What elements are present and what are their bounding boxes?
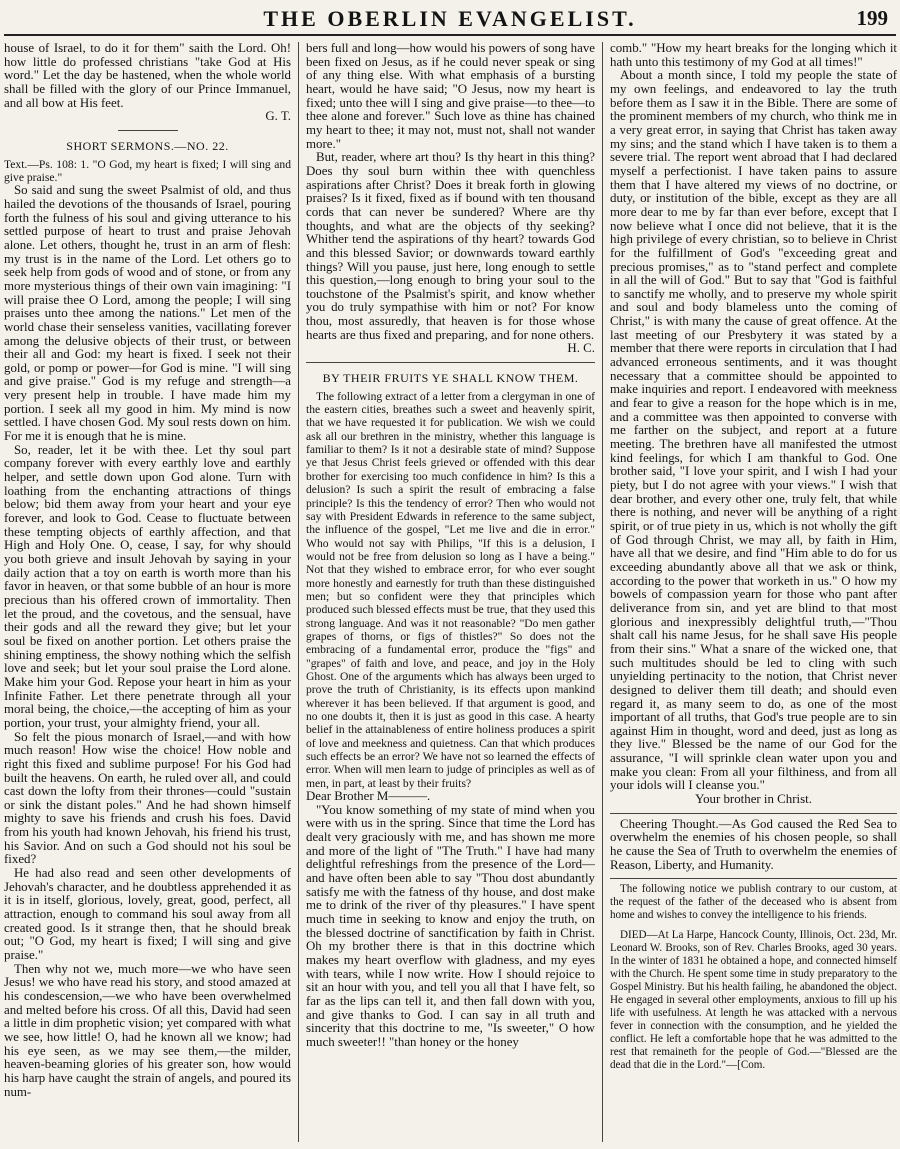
divider [118,130,178,131]
signature: G. T. [265,109,291,124]
paragraph: comb." "How my heart breaks for the longing which it hath unto this testimony of my God at all times!" [610,42,897,69]
editorial-intro: The following extract of a letter from a clergyman in one of the eastern cities, breathes such a sweet and heavenly spirit, that we have requested it for publication. We wish we could ask all our brethren in the ministry, whether this language is familiar to them? Is it not a desirable state of mind? Suppose ye that Jesus Christ feels grieved or offended with this dear brother for exercising too much confidence in him? Is this a delusion? Is such a spirit the result of embracing a false principle? Is this the tendency of error? Then who would not say with President Edwards in reference to the same subject, the influence of the gospel, "Let me live and die in error." Who would not say with Philips, "If this is a delusion, I would not be free from delusion so long as I have a being." Not that they wished to embrace error, for who ever sought more honestly and earnestly for truth than these distinguished men; but so confident were they that principles which produced such blessed effects must be true, that they used this strong language. And was it not reasonable? "Do men gather grapes of thorns, or figs of thistles?" So does not the embracing of a fundamental error, produce the "figs" and "grapes" of faith and love, and peace, and joy in the Holy Ghost. One of the arguments which has always been urged to prove the truth of Christianity, is its effects upon mankind wherever it has been believed. If that argument is good, and no one doubts it, then it is just as good in this case. A hearty belief in the attainableness of entire holiness produces a spirit of love and meekness and quietness. Can that which produces such effects be an error? We have not so learned the effects of error. When will men learn to judge of principles as well as of men, in part, at least by their fruits? [306,389,595,790]
column-2 [306,42,595,1142]
column-3 [610,42,897,1142]
page-header [0,0,900,40]
paragraph: So, reader, let it be with thee. Let thy soul part company forever with every earthly love and earthly helper, and settle down upon God alone. Turn with loathing from the enchanting attractions of things below; bid them away from your heart and your eye forever, and look to God. Cease to fluctuate between these tempting objects of earthly affection, and that High and Holy One. O, cease, I say, for why should you both grieve and insult Jehovah by saying in your daily action that a toy on earth is worth more than his favor in heaven, or that some bubble of an hour is more precious than his offered crown of immortality. Then let the proud, and the covetous, and the sensual, have their gods and all the reward they give; but let your soul be fixed on another portion. Let others praise the shining emptiness, the showy nothing which the selfish love and seek; but let your soul praise the Lord alone. Make him your God. Repose your heart in him as your Infinite Father. Let there penetrate through all your moral being, the choice,—the accepting of him as your portion, your trust, your almighty friend, your all. [4,442,291,730]
letter-paragraph: "You know something of my state of mind when you were with us in the spring. Since that time the Lord has dealt very graciously with me, and has shown me more and more of the light of "The Truth." I have had many delightful refreshings from the presence of the Lord—and have often been able to say "Thou dost abundantly satisfy me with the fatness of thy house, and dost make me to drink of the river of thy pleasures." I have spent much time in seeking to know and enjoy the truth, on the blessed doctrine of sanctification by faith in Christ. Oh my brother there is that in this doctrine which makes my heart overflow with gladness, and my eyes with tears, while I now write. How I should rejoice to sit an hour with you, and tell you all that I have felt, so far as the lips can tell it, and then fall down with you, and give thanks to God. I can say in all truth and sincerity that this doctrine to me, "Is sweeter," O how much sweeter!! "than honey or the honey [306,802,595,1049]
paragraph: About a month since, I told my people the state of my own feelings, and endeavored to lay the truth before them as I saw it in the Bible. There are some of the prominent members of my church, who think me in a very great error, in saying that Christ has taken away my sins; and the stand which I have taken is to them a severe trial. The report went abroad that I had declared myself a perfectionist. I have taken pains to assure them that I have altered my views of no doctrine, or duty, or institution of the bible, except as they are all more dear to me by far than ever before, except that I now believe what I once did not believe, that it is the high privilege of every christian, so to believe in Christ for the fulfillment of God's "exceeding great and precious promises," as to "stand perfect and complete in all the will of God." But to say that "God is faithful to sanctify me wholly, and to preserve my whole spirit and soul and body blameless unto the coming of Christ," is with many the cause of great offence. At the last meeting of our Presbytery it was stated by a member that there were reports in circulation that I had advanced erroneous sentiments, and it was thought necessary that a committee should be appointed to make inquiries and report. I endeavored with meekness and fear to give a reason for the hope which is in me, and a committee was then appointed to converse with me farther on the subject, and report at a future meeting. The brethren have all manifested the utmost kind feelings, for which I am thankful to God. One brother said, "I love your spirit, and I wish I had your piety, but I do not agree with your views." I wish that dear brother, and every other one, truly felt, that while there is nothing, and never will be anything of a right spirit, or of true piety in us, which is not wholly the gift of God through Christ, we may all, by faith in Him, have all that we desire, and find "Him able to do for us exceeding abundantly above all that we ask or think, according to the power that worketh in us." O how my bowels of compassion yearn for those who pant after deliverance from sin, and yet are blind to that most glorious and inexpressibly delightful truth,—"Thou shalt call his name Jesus, for he shall save His people from their sins." What a snare of the wicked one, that such multitudes should be led to cling with such unyielding pertinacity to the notion, that Christ never designed to deliver them till death; and should even regard it, as many seem to do, as one of the most important of all truths, that God's true people are to sin against Him in thought, word and deed, just as long as they live." Blessed be the name of our God for the assurance, "I will sprinkle clean water upon you and make you clean: From all your filthiness, and from all your idols will I cleanse you." [610,68,897,793]
paragraph: Then why not we, much more—we who have seen Jesus! we who have read his story, and stood amazed at his condescension,—we who have been overwhelmed and melted before his cross. Of all this, David had seen a little in dim prophetic vision; yet compared with what we see, how little! O, had he known all we know; had his eye seen, as we may see them,—the milder, heaven-beaming glories of his greater son, how would his harp have caught the strain of angels, and poured its num- [4,961,291,1099]
paragraph: bers full and long—how would his powers of song have been fixed on Jesus, as if he could never speak or sing of any thing else. With what emphasis of a bursting heart, would he have said; "O Jesus, now my heart is fixed; unto thee will I sing and give praise—to thee—to thee alone and forever." Such love as thine has chained my heart to thee; it may not, must not, shall not wander more." [306,42,595,151]
divider [610,878,897,879]
notice: The following notice we publish contrary to our custom, at the request of the father of the deceased who is absent from home and wishes to convey the intelligence to his friends. [610,883,897,922]
divider [306,362,595,363]
signature: H. C. [567,341,595,356]
paragraph: But, reader, where art thou? Is thy heart in this thing? Does thy soul burn within thee with quenchless aspirations after Christ? Does it break forth in glowing praises? Is it fixed, fixed as if bound with ten thousand cords that can never be sundered? Where are thy thoughts, and what are the objects of thy seeking? Whither tend the aspirations of thy heart? towards God and this blessed Savior; or downwards toward earthly things? Will you pause, just here, long enough to settle this question,—long enough to bring your soul to the touchstone of the Psalmist's spirit, and know whether you do truly sympathise with him or not? For know thou, most assuredly, that heaven is for those whose hearts are thus fixed and preparing, and for none others. [306,150,595,342]
salutation: Dear Brother M———. [306,789,431,804]
paragraph: So said and sung the sweet Psalmist of old, and thus hailed the devotions of the thousands of Israel, pouring forth the fulness of his soul and giving utterance to his settled purpose of heart to trust and praise Jehovah alone. Let others, thought he, trust in an arm of flesh: my trust is in the name of the Lord. Let others go to seek help from gods of wood and of stone, or from any more mysterious things of their own vain imagining: "I will praise thee O Lord, among the people; I will sing praises unto thee among the nations." Let men of the world chase their senseless vanities, vacillating forever among the delusive objects of their trust, or between their all and God: my heart is fixed. I seek not their gold, or pomp or power—for God is mine. "I will sing and give praise." God is my refuge and strength—a very present help in trouble. I have made him my portion. I seek all my good in him. My mind is now settled. I have chosen God. My soul rests down on him. For me it is enough that he is mine. [4,183,291,444]
header-rule [4,34,896,36]
masthead: THE OBERLIN EVANGELIST. [263,6,637,31]
column-rule [602,42,603,1142]
paragraph: He had also read and seen other developments of Jehovah's character, and he doubtless apprehended it as it is in itself, glorious, lovely, great, good, perfect, all attraction, enough to command his soul away from all created good. Is it strange then, that he should break out; "O God, my heart is fixed; I will sing and give praise." [4,866,291,963]
column-1 [4,42,291,1142]
article-heading: SHORT SERMONS.—NO. 22. [66,138,229,153]
page-number: 199 [856,6,888,30]
letter-closing: Your brother in Christ. [695,792,812,807]
article-heading: BY THEIR FRUITS YE SHALL KNOW THEM. [322,371,579,386]
obituary: DIED—At La Harpe, Hancock County, Illinois, Oct. 23d, Mr. Leonard W. Brooks, son of Rev. Charles Brooks, aged 30 years. In the winter of 1831 he obtained a hope, and connected himself with the Church. He spent some time in study preparatory to the Gospel Ministry. But his health failing, he abandoned the object. He engaged in several other employments, anxious to fill up his life with usefulness. At length he was attacked with a nervous fever in connection with the consumption, and he yielded the conflict. He left a comfortable hope that he was admitted to the rest that remaineth for the people of God.—"Blessed are the dead that die in the Lord."—[Com. [610,928,897,1071]
continued-paragraph: house of Israel, to do it for them" saith the Lord. Oh! how little do professed christians "take God at His word." Let the day be hastened, when the whole world shall be filled with the glory of our Prince Immanuel, and all bow at His feet. [4,42,291,110]
column-rule [298,42,299,1142]
sermon-text: Text.—Ps. 108: 1. "O God, my heart is fixed; I will sing and give praise." [4,157,291,184]
cheering-thought: Cheering Thought.—As God caused the Red Sea to overwhelm the enemies of his chosen people, so shall he cause the Sea of Truth to overwhelm the enemies of Reason, Liberty, and Humanity. [610,816,897,872]
divider [610,813,897,814]
paragraph: So felt the pious monarch of Israel,—and with how much reason! How wise the choice! How noble and right this fixed and sublime purpose! For his God had built the heavens. On earth, he ruled over all, and could cast down the lofty from their thrones—could "sustain or sink the distant poles." And he had shown himself mighty to save his friends and crush his foes. David from his youth had known Jehovah, his friend his trust, his Savior. And on such a God should not his soul be fixed? [4,729,291,867]
